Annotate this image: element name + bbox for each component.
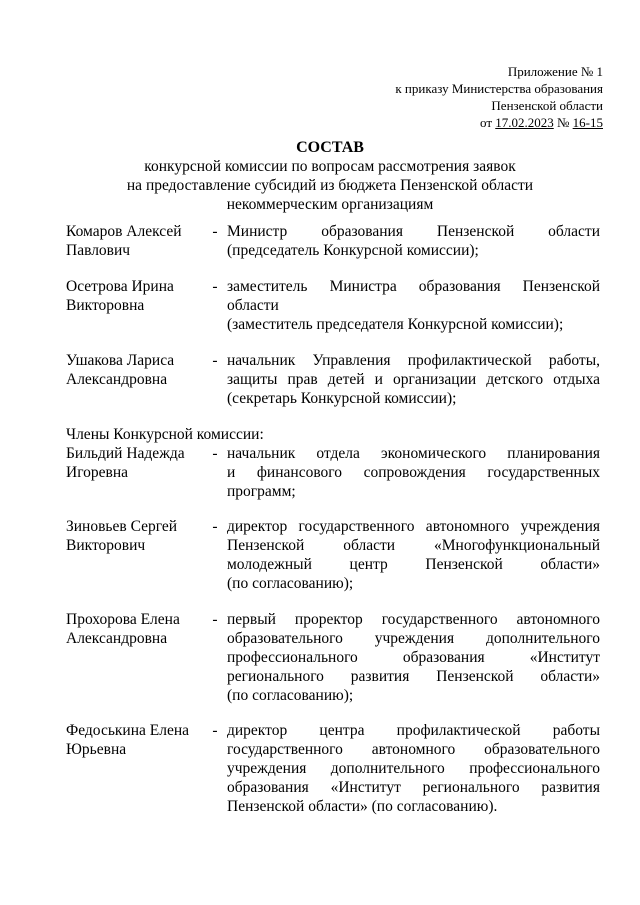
- person-name: [66, 610, 203, 705]
- person-role-line: начальник Управления профилактической работы,: [227, 352, 600, 369]
- person-role-line: образовательного учреждения дополнительного: [227, 630, 600, 647]
- person-name-line: Игоревна: [66, 464, 129, 481]
- person-role-line: (заместитель председателя Конкурсной комиссии);: [227, 316, 564, 333]
- person-role-line: учреждения дополнительного профессионального: [227, 760, 600, 777]
- appendix-block: [395, 63, 603, 131]
- person-entry: [66, 721, 600, 816]
- appendix-line-3: Пензенской области: [491, 98, 603, 113]
- order-number-sign: №: [557, 115, 570, 130]
- entry-dash: -: [212, 352, 218, 369]
- person-role: [227, 610, 600, 705]
- person-role-line: профессионального образования «Институт: [227, 649, 600, 666]
- person-entry: [66, 222, 600, 260]
- document-title: СОСТАВ: [296, 139, 364, 156]
- person-role-line: Министр образования Пензенской области: [227, 223, 600, 240]
- person-role-line: первый проректор государственного автономного: [227, 611, 600, 628]
- person-entry: [66, 277, 600, 334]
- heading-line-2: на предоставление субсидий из бюджета Пензенской области: [126, 177, 534, 194]
- person-name-line: Ушакова Лариса: [66, 352, 175, 369]
- person-name-line: Александровна: [66, 371, 168, 388]
- person-name-line: Викторович: [66, 537, 146, 554]
- commission-roster: [66, 222, 600, 816]
- document-heading: [60, 138, 600, 214]
- person-role-line: (секретарь Конкурсной комиссии);: [227, 390, 457, 407]
- heading-line-1: конкурсной комиссии по вопросам рассмотрения заявок: [144, 158, 516, 175]
- person-role-line: начальник отдела экономического планирования: [227, 445, 600, 462]
- person-name-line: Юрьевна: [66, 741, 127, 758]
- person-name-line: Комаров Алексей: [66, 223, 182, 240]
- heading-line-3: некоммерческим организациям: [226, 196, 434, 213]
- members-label: Члены Конкурсной комиссии:: [66, 426, 264, 443]
- person-role-line: Пензенской области» (по согласованию).: [227, 798, 498, 815]
- person-name: [66, 351, 203, 408]
- person-name-line: Зиновьев Сергей: [66, 518, 178, 535]
- person-name: [66, 517, 203, 593]
- entry-dash: -: [212, 722, 218, 739]
- person-role: [227, 351, 600, 408]
- person-entry: [66, 444, 600, 501]
- order-date: 17.02.2023: [495, 115, 554, 130]
- person-role-line: директор государственного автономного учреждения: [227, 518, 600, 535]
- person-role-line: Пензенской области «Многофункциональный: [227, 537, 600, 554]
- person-entry: [66, 610, 600, 705]
- appendix-line-2: к приказу Министерства образования: [395, 81, 603, 96]
- appendix-line-1: Приложение № 1: [507, 64, 603, 79]
- person-role: [227, 444, 600, 501]
- person-name: [66, 277, 203, 334]
- person-role-line: заместитель Министра образования Пензенской области: [227, 278, 600, 314]
- person-name: [66, 444, 203, 501]
- person-role: [227, 277, 600, 334]
- person-role-line: защиты прав детей и организации детского отдыха: [227, 371, 600, 388]
- person-role: [227, 721, 600, 816]
- person-entry: [66, 351, 600, 408]
- person-name-line: Осетрова Ирина: [66, 278, 174, 295]
- entry-dash: -: [212, 611, 218, 628]
- person-name-line: Федоськина Елена: [66, 722, 190, 739]
- person-name: [66, 721, 203, 816]
- person-name: [66, 222, 203, 260]
- entry-dash: -: [212, 518, 218, 535]
- person-name-line: Викторовна: [66, 297, 145, 314]
- person-role-line: регионального развития Пензенской области»: [227, 668, 600, 685]
- entry-dash: -: [212, 445, 218, 462]
- person-name-line: Александровна: [66, 630, 168, 647]
- appendix-order-line: [395, 114, 603, 131]
- entry-dash: -: [212, 278, 218, 295]
- person-name-line: Павлович: [66, 242, 131, 259]
- order-number: 16-15: [572, 115, 603, 130]
- person-role-line: государственного автономного образовательного: [227, 741, 600, 758]
- person-role-line: (председатель Конкурсной комиссии);: [227, 242, 479, 259]
- person-role-line: директор центра профилактической работы: [227, 722, 600, 739]
- person-role-line: и финансового сопровождения государственных: [227, 464, 600, 481]
- person-name-line: Прохорова Елена: [66, 611, 180, 628]
- person-role-line: (по согласованию);: [227, 687, 354, 704]
- person-role-line: образования «Институт регионального развития: [227, 779, 600, 796]
- entry-dash: -: [212, 223, 218, 240]
- leaders-list: [66, 222, 600, 408]
- person-role-line: (по согласованию);: [227, 575, 354, 592]
- person-role-line: молодежный центр Пензенской области»: [227, 556, 600, 573]
- person-entry: [66, 517, 600, 593]
- person-role: [227, 517, 600, 593]
- person-name-line: Бильдий Надежда: [66, 445, 185, 462]
- person-role: [227, 222, 600, 260]
- person-role-line: программ;: [227, 483, 296, 500]
- order-date-prefix: от: [479, 115, 492, 130]
- members-list: [66, 444, 600, 816]
